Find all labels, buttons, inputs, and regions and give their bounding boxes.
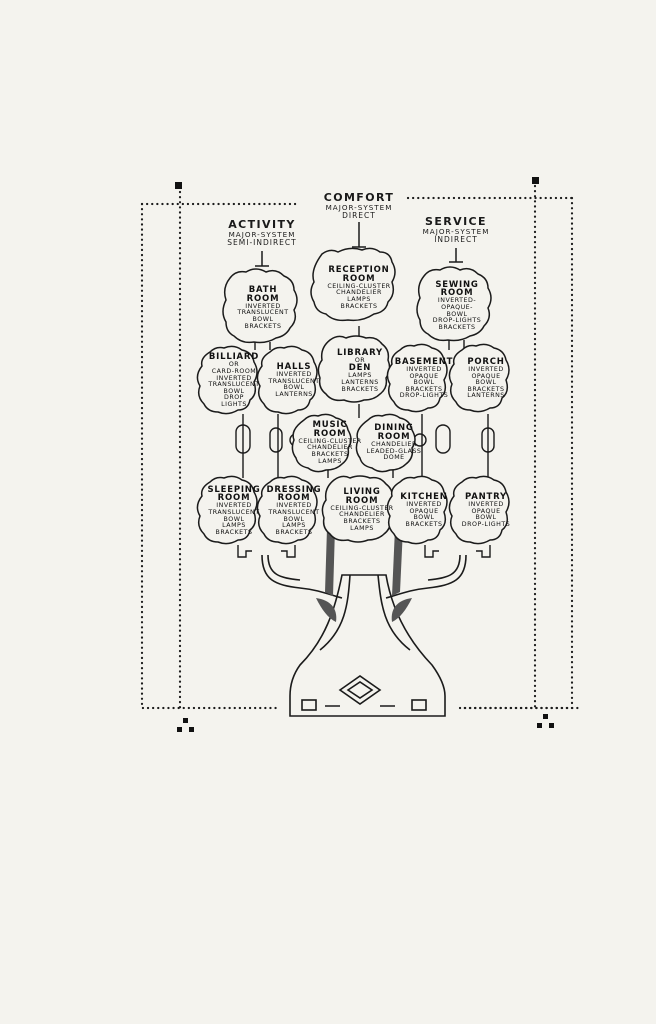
room-name: ROOM — [313, 428, 347, 439]
fixture-item: BRACKETS — [275, 528, 313, 536]
fixture-item: LAMPS — [348, 372, 372, 380]
fixture-item: TRANSLUCENT — [237, 309, 289, 317]
fixture-item: OPAQUE — [471, 372, 501, 380]
fixture-item: BOWL — [223, 387, 245, 395]
fixture-item: BRACKETS — [343, 517, 381, 525]
fixture-item: CEILING-CLUSTER — [327, 282, 391, 290]
fixture-item: INVERTED — [406, 501, 442, 509]
leaf-label-library — [328, 338, 392, 404]
fixture-item: CHANDELIER — [336, 289, 382, 297]
room-name: BASEMENT — [394, 357, 454, 368]
room-name: ROOM — [440, 288, 474, 299]
fixture-item: BRACKETS — [340, 302, 378, 310]
fixture-item: LIGHTS — [221, 400, 247, 408]
fixture-item: LAMPS — [350, 524, 374, 532]
room-name: BATH — [248, 284, 278, 295]
leaf-label-bath — [228, 274, 298, 342]
activity-type: SEMI-INDIRECT — [227, 238, 297, 248]
fixture-item: BRACKETS — [311, 450, 349, 458]
leaf-label-pantry — [456, 478, 516, 544]
fixture-item: BRACKETS — [405, 385, 443, 393]
comfort-system: MAJOR-SYSTEM — [325, 203, 393, 212]
comfort-header — [304, 192, 414, 220]
fixture-item: BOWL — [413, 514, 435, 522]
fixture-item: LAMPS — [222, 522, 246, 530]
fixture-item: BOWL — [413, 379, 435, 387]
fixture-item: CHANDELIER — [307, 444, 353, 452]
fixture-item: CHANDELIER — [371, 441, 417, 448]
fixture-item: BOWL — [223, 515, 245, 523]
activity-title: ACTIVITY — [228, 218, 296, 231]
fixture-item: BOWL — [446, 310, 468, 318]
room-name: LIBRARY — [336, 347, 384, 358]
fixture-item: BOWL — [283, 515, 305, 523]
fixture-item: TRANSLUCENT — [208, 381, 260, 389]
room-name: OR — [354, 356, 366, 364]
leaf-label-dining — [364, 416, 424, 470]
fixture-item: LAMPS — [282, 522, 306, 530]
fixture-item: LANTERNS — [341, 378, 379, 386]
fixture-item: TRANSLUCENT — [268, 377, 320, 385]
room-name: LIVING — [343, 486, 381, 497]
fixture-item: INVERTED — [468, 365, 504, 373]
comfort-type: DIRECT — [342, 211, 376, 221]
room-name: KITCHEN — [400, 492, 448, 503]
leaf-label-sewing — [422, 272, 492, 340]
service-type: INDIRECT — [434, 235, 478, 245]
fixture-item: INVERTED- — [437, 297, 477, 305]
leaf-label-halls — [264, 348, 324, 414]
room-name: HALLS — [276, 362, 312, 373]
room-name: DRESSING — [266, 484, 322, 495]
leaf-label-porch — [456, 346, 516, 412]
fixture-item: TRANSLUCENT — [208, 509, 260, 516]
room-name: SLEEPING — [207, 484, 261, 495]
fixture-item: BRACKETS — [215, 528, 253, 536]
fixture-item: DROP-LIGHTS — [461, 521, 511, 529]
room-name: MUSIC — [312, 419, 348, 430]
room-name: DINING — [374, 423, 414, 434]
fixture-item: BRACKETS — [438, 323, 476, 331]
room-name: ROOM — [342, 273, 376, 284]
leaf-label-reception — [322, 252, 396, 324]
activity-system: MAJOR-SYSTEM — [228, 230, 296, 239]
room-name: BILLIARD — [208, 352, 260, 363]
fixture-item: CEILING-CLUSTER — [298, 437, 362, 445]
fixture-item: INVERTED — [406, 365, 442, 373]
corner-mark-bottom-left — [177, 718, 194, 732]
room-name: CARD-ROOM — [211, 367, 257, 375]
room-name: DEN — [348, 363, 372, 374]
fixture-item: BOWL — [475, 514, 497, 522]
fixture-item: INVERTED — [276, 371, 312, 379]
tree-trunk — [262, 555, 466, 716]
fixture-item: OPAQUE — [409, 372, 439, 380]
service-title: SERVICE — [425, 215, 487, 228]
fixture-item: BRACKETS — [467, 385, 505, 393]
fixture-item: LEADED-GLASS — [366, 447, 422, 455]
room-name: ROOM — [246, 293, 280, 304]
leaf-label-sleeping — [204, 478, 264, 544]
room-name: OR — [228, 361, 240, 369]
room-name: PANTRY — [465, 492, 507, 503]
fixture-item: LANTERNS — [467, 392, 505, 400]
leaf-label-basement — [394, 346, 454, 412]
room-name: ROOM — [345, 495, 379, 506]
fixture-item: OPAQUE- — [441, 304, 473, 311]
fixture-item: DROP — [224, 394, 244, 402]
fixture-item: BRACKETS — [341, 385, 379, 393]
service-system: MAJOR-SYSTEM — [422, 227, 490, 236]
leaf-label-kitchen — [394, 478, 454, 544]
fixture-item: INVERTED — [216, 502, 252, 510]
branch-terminals — [238, 545, 490, 557]
fixture-item: BOWL — [252, 315, 274, 323]
room-name: ROOM — [377, 432, 411, 443]
fixture-item: BRACKETS — [405, 521, 443, 529]
fixture-item: DROP-LIGHTS — [399, 392, 449, 400]
fixture-item: INVERTED — [216, 374, 252, 382]
room-name: ROOM — [277, 493, 311, 504]
leaf-label-dressing — [264, 478, 324, 544]
corner-mark-bottom-right — [537, 714, 554, 728]
fixture-item: OPAQUE — [471, 507, 501, 515]
fixture-item: TRANSLUCENT — [268, 509, 320, 516]
fixture-item: BRACKETS — [244, 322, 282, 330]
fixture-item: BOWL — [283, 384, 305, 392]
fixture-item: CHANDELIER — [339, 511, 385, 519]
fixture-item: DOME — [383, 454, 405, 462]
room-name: SEWING — [435, 279, 479, 290]
service-header — [400, 216, 512, 244]
comfort-title: COMFORT — [323, 191, 395, 204]
fixture-item: CEILING-CLUSTER — [330, 504, 394, 512]
room-name: RECEPTION — [328, 264, 390, 275]
fixture-item: DROP-LIGHTS — [432, 317, 482, 325]
corner-mark-top-left — [175, 182, 182, 189]
fixture-item: LANTERNS — [275, 391, 313, 399]
leaf-label-music — [300, 416, 360, 470]
room-name: PORCH — [467, 357, 505, 368]
corner-mark-top-right — [532, 177, 539, 184]
fixture-item: LAMPS — [318, 457, 342, 465]
fixture-item: BOWL — [475, 379, 497, 387]
activity-header — [200, 219, 324, 247]
fixture-item: INVERTED — [276, 502, 312, 510]
fixture-item: INVERTED — [468, 501, 504, 509]
leaf-label-living — [330, 478, 394, 542]
leaf-label-billiard — [204, 348, 264, 414]
room-name: ROOM — [217, 493, 251, 504]
fixture-item: OPAQUE — [409, 507, 439, 515]
fixture-item: INVERTED — [245, 302, 281, 310]
fixture-item: LAMPS — [347, 295, 371, 303]
